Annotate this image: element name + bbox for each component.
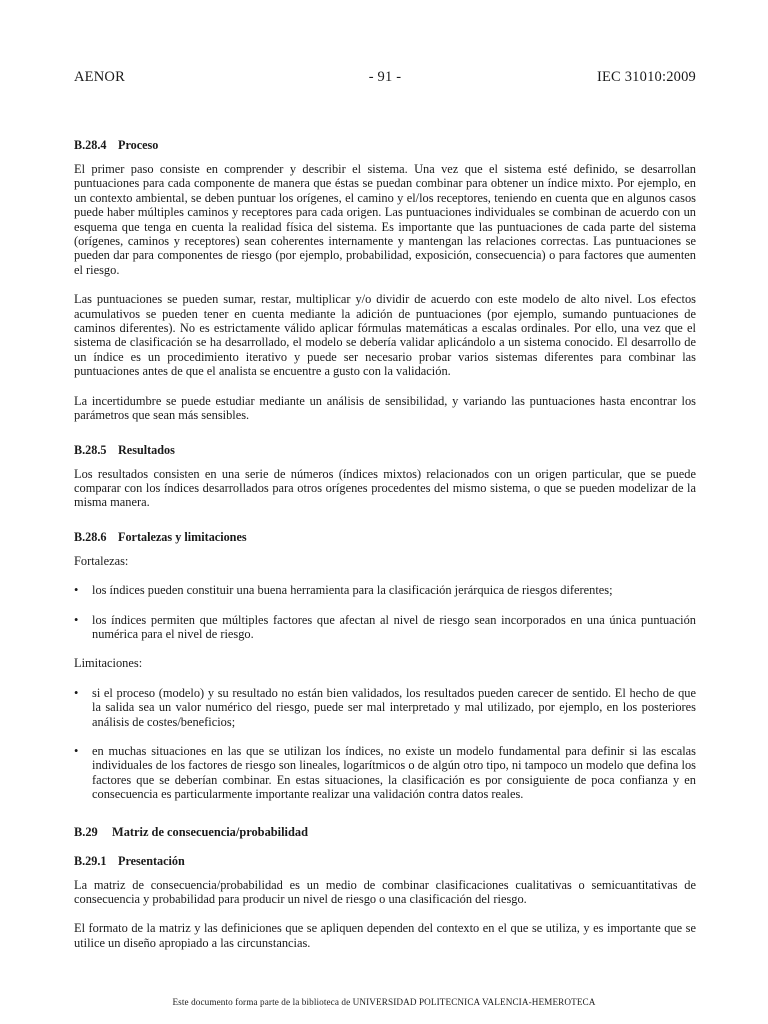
paragraph-results: Los resultados consisten en una serie de números (índices mixtos) relacionados con un origen particular, que se puede comparar con los índices desarrollados para otros orígenes procedentes del mismo sistema, o que se pueden modelizar de la misma manera. (74, 466, 696, 510)
paragraph-process-3: La incertidumbre se puede estudiar mediante un análisis de sensibilidad, y variando las puntuaciones hasta encontrar los parámetros que sean más sensibles. (74, 393, 696, 423)
strengths-label: Fortalezas: (74, 553, 129, 568)
header-publisher: AENOR (74, 69, 125, 85)
section-number: B.29 (74, 824, 98, 839)
paragraph-process-2: Las puntuaciones se pueden sumar, restar, multiplicar y/o dividir de acuerdo con este modelo de alto nivel. Los efectos acumulativos se pueden tener en cuenta mediante la adición de puntuaciones (por ejemplo, sumando puntuaciones de caminos diferentes). No es estrictamente válido aplicar fórmulas matemáticas a escalas ordinales. Por ello, una vez que el sistema de clasificación se ha desarrollado, el modelo se debería validar aplicándolo a un sistema conocido. El desarrollo de un índice es un procedimiento iterativo y puede ser necesario probar varios sistemas diferentes para combinar las puntuaciones antes de que el analista se encuentre a gusto con la validación. (74, 292, 696, 379)
page-footer: Este documento forma parte de la biblioteca de UNIVERSIDAD POLITECNICA VALENCIA-HEMEROTECA (172, 997, 596, 1007)
list-item: • en muchas situaciones en las que se utilizan los índices, no existe un modelo fundamental para definir si las escalas individuales de los factores de riesgo son lineales, logarítmicos o de algún otro tipo, ni tampoco un modelo que defina los factores que se deberían combinar. En estas situaciones, la clasificación es por consiguiente de poca confianza y en consecuencia es particularmente importante realizar una validación contra datos reales. (74, 743, 696, 802)
limitations-label: Limitaciones: (74, 656, 143, 671)
paragraph-process-1: El primer paso consiste en comprender y describir el sistema. Una vez que el sistema esté definido, se desarrollan puntuaciones para cada componente de manera que éstas se puedan combinar para obtener un índice mixto. Por ejemplo, en un contexto ambiental, se deben puntuar los orígenes, el camino y el/los receptores, teniendo en cuenta que en algunos casos puede haber múltiples caminos y receptores para cada origen. Las puntuaciones individuales se combinan de acuerdo con un esquema que tenga en cuenta la realidad física del sistema. Es importante que las puntuaciones de cada parte del sistema (orígenes, caminos y receptores) sean coherentes internamente y mantengan las relaciones correctas. Las puntuaciones se pueden dar para componentes de riesgo (por ejemplo, probabilidad, exposición, consecuencia) o para factores que aumenten el riesgo. (74, 162, 696, 277)
section-heading-b291 (74, 854, 696, 868)
section-heading-b2884 (74, 138, 696, 152)
section-title: Matriz de consecuencia/probabilidad (112, 824, 308, 839)
list-item: • los índices pueden constituir una buena herramienta para la clasificación jerárquica de riesgos diferentes; (74, 583, 613, 598)
header-standard-id: IEC 31010:2009 (596, 69, 696, 85)
section-heading-b2885 (74, 443, 696, 457)
section-heading-b2886 (74, 530, 696, 544)
limitations-list (74, 686, 696, 802)
section-title: Presentación (118, 853, 185, 868)
bullet-marker: • (74, 612, 79, 627)
section-heading-b29 (74, 825, 696, 839)
section-number: B.28.6 (74, 529, 107, 544)
section-title: Fortalezas y limitaciones (118, 529, 247, 544)
header-page-number: - 91 - (368, 69, 402, 85)
bullet-marker: • (74, 583, 79, 598)
bullet-marker: • (74, 743, 79, 758)
paragraph-presentation-1: La matriz de consecuencia/probabilidad es un medio de combinar clasificaciones cualitativas o semicuantitativas de consecuencia y probabilidad para producir un nivel de riesgo o una clasificación del riesgo. (74, 877, 696, 906)
bullet-marker: • (74, 685, 79, 700)
section-number: B.28.4 (74, 138, 107, 152)
page-header (74, 69, 696, 87)
section-title: Proceso (118, 138, 159, 152)
section-title: Resultados (118, 442, 175, 457)
page-content (74, 138, 696, 950)
list-item: • si el proceso (modelo) y su resultado no están bien validados, los resultados pueden carecer de sentido. El hecho de que la salida sea un valor numérico del riesgo, puede ser mal interpretado y mal utilizado, por ejemplo, en los posteriores análisis de costes/beneficios; (74, 685, 696, 729)
strengths-list (74, 583, 696, 641)
paragraph-presentation-2: El formato de la matriz y las definiciones que se apliquen dependen del contexto en el que se utiliza, y es importante que se utilice un diseño apropiado a las circunstancias. (74, 921, 696, 950)
section-number: B.28.5 (74, 442, 107, 457)
section-number: B.29.1 (74, 853, 107, 868)
list-item: • los índices permiten que múltiples factores que afectan al nivel de riesgo sean incorporados en una única puntuación numérica para el nivel de riesgo. (74, 612, 696, 641)
